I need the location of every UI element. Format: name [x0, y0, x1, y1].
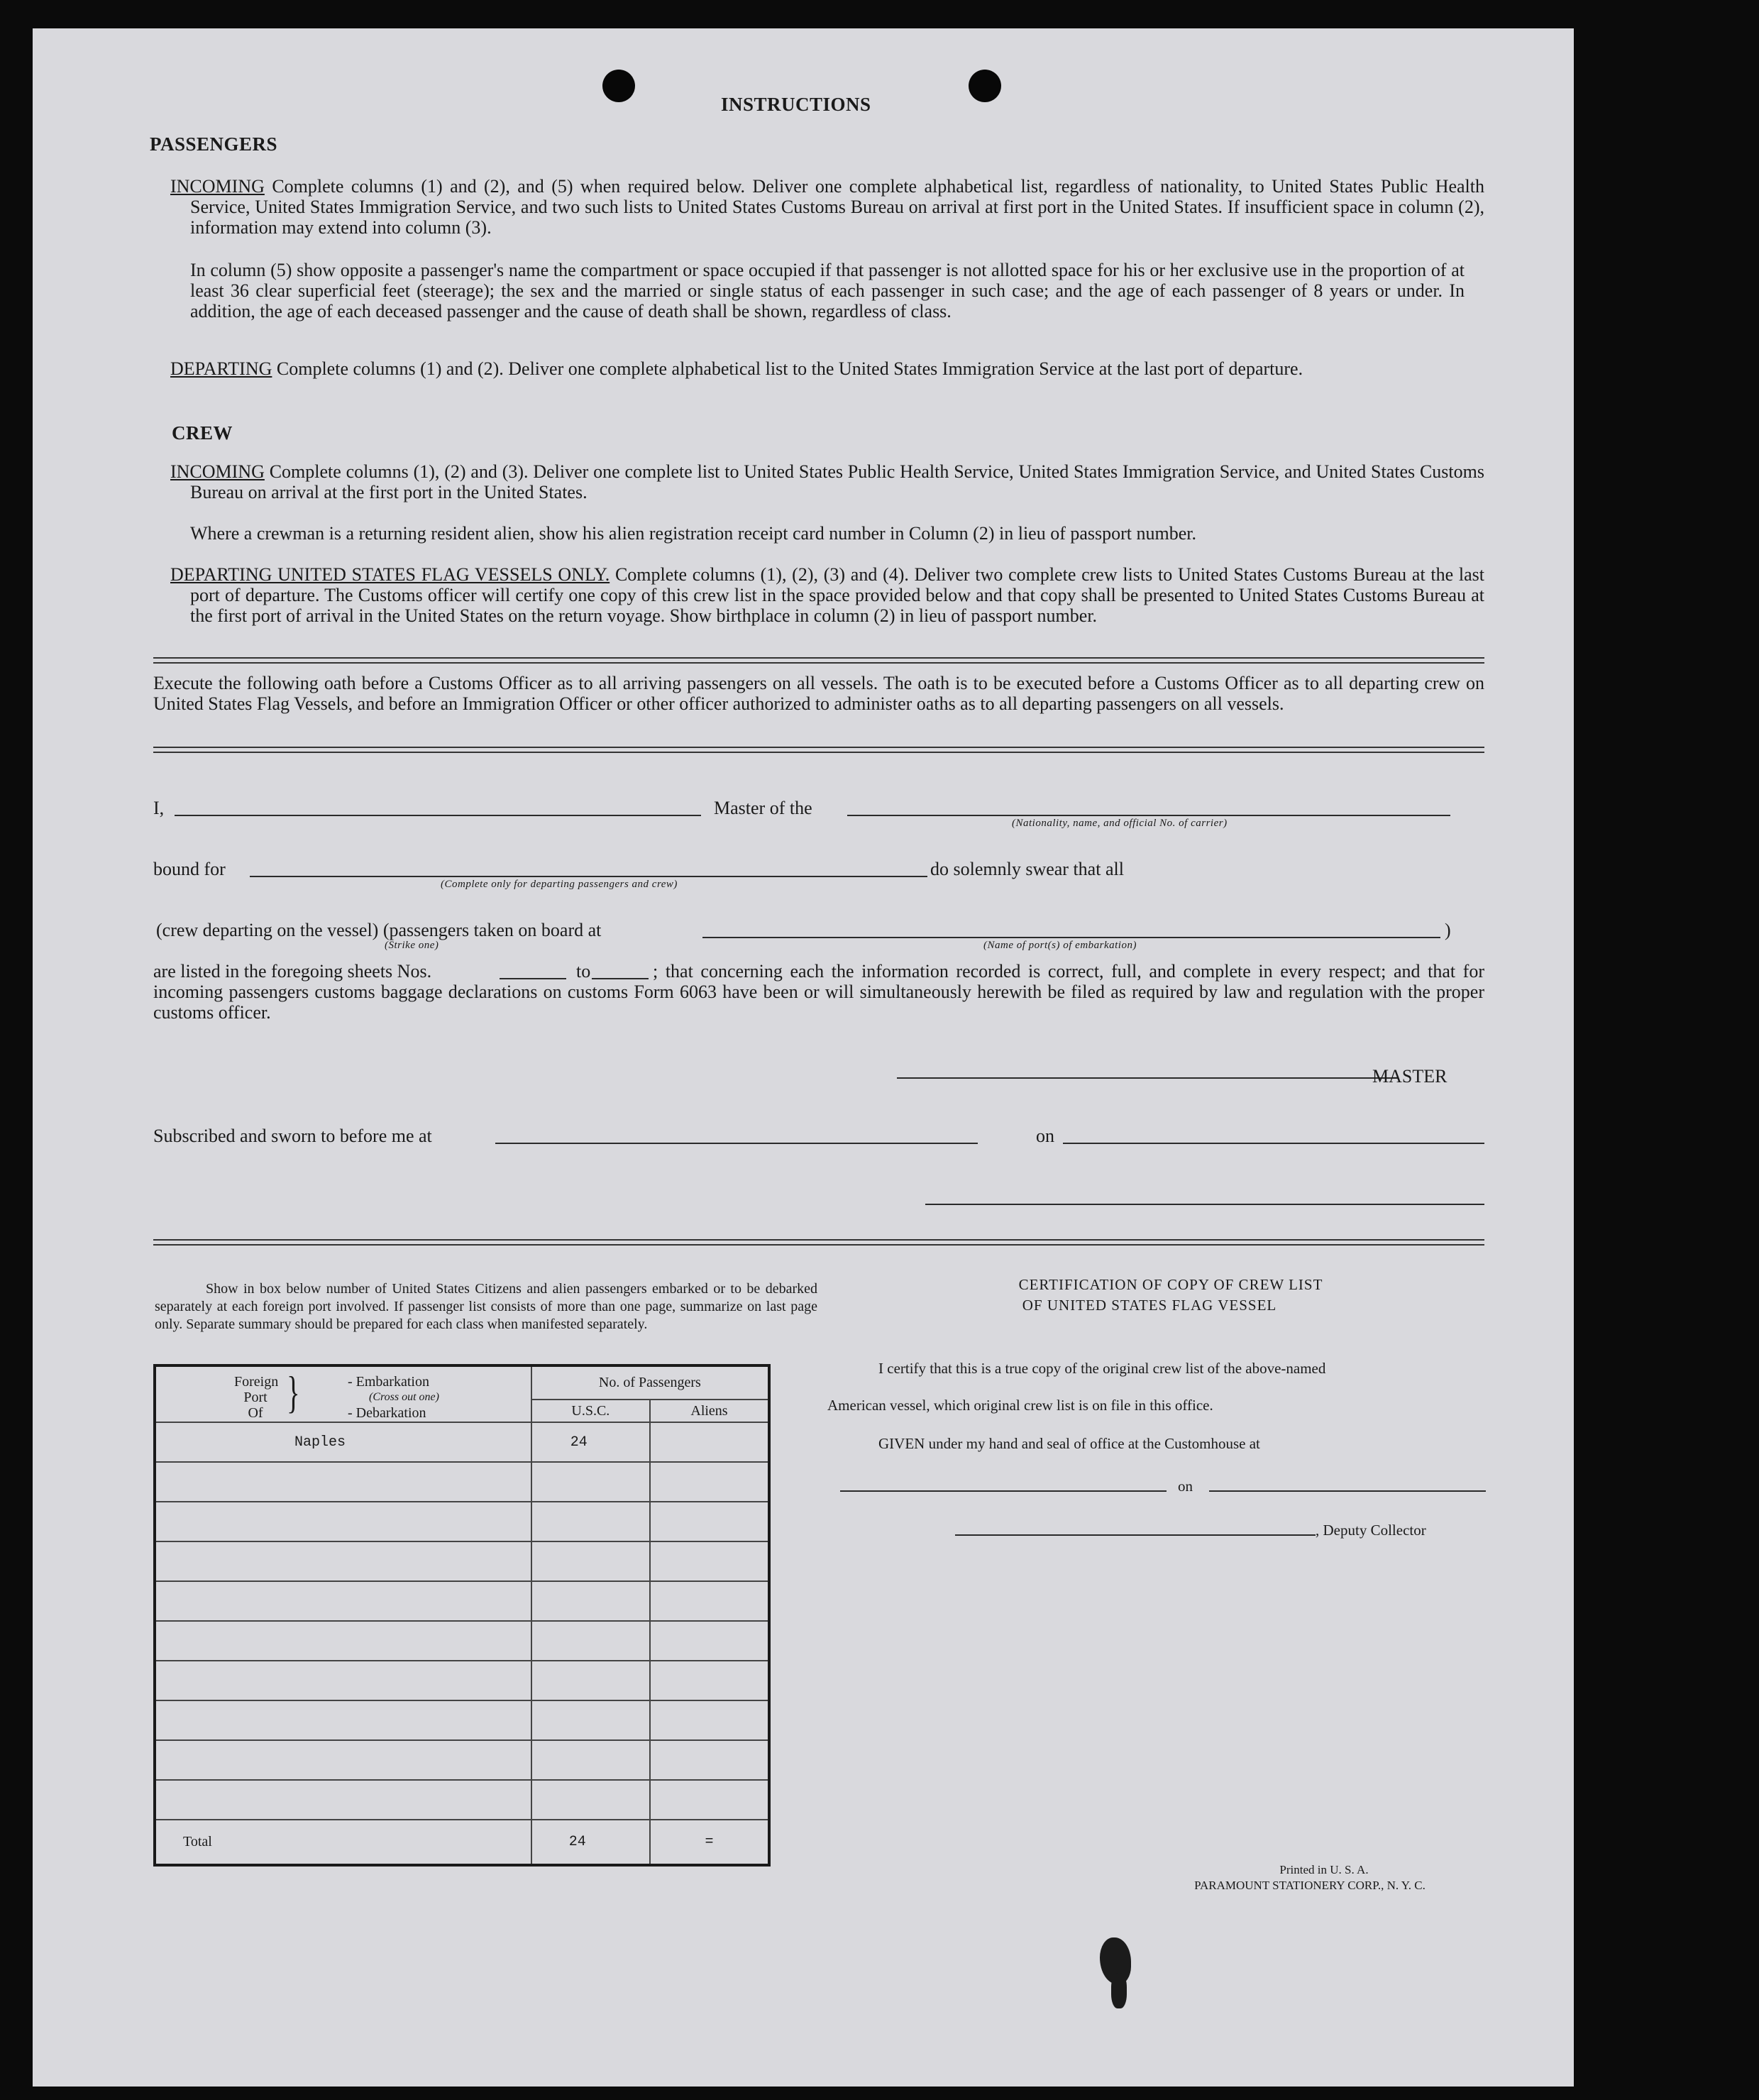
- double-rule-bottom: [153, 1239, 1484, 1246]
- departing-text: Complete columns (1) and (2). Deliver one complete alphabetical list to the United States Immigration Service at the last port of departure.: [276, 358, 1303, 379]
- no-of-passengers-header: No. of Passengers: [531, 1365, 769, 1400]
- usc-header: U.S.C.: [531, 1400, 650, 1422]
- debarkation-label: - Debarkation: [348, 1405, 426, 1421]
- certification-title-line2: OF UNITED STATES FLAG VESSEL: [1022, 1297, 1277, 1314]
- double-rule-oath: [153, 747, 1484, 753]
- row-usc[interactable]: [531, 1502, 650, 1541]
- row-aliens[interactable]: [650, 1422, 769, 1462]
- oath-i-label: I,: [153, 798, 165, 818]
- row-aliens[interactable]: [650, 1740, 769, 1780]
- departing-label: DEPARTING: [170, 358, 272, 379]
- table-row: [155, 1700, 769, 1740]
- do-solemnly-label: do solemnly swear that all: [930, 859, 1124, 879]
- row-port[interactable]: Naples: [155, 1422, 531, 1462]
- strike-one-caption: (Strike one): [385, 940, 439, 951]
- row-aliens[interactable]: [650, 1462, 769, 1502]
- table-row: [155, 1462, 769, 1502]
- sworn-on-label: on: [1036, 1126, 1054, 1146]
- row-port[interactable]: [155, 1700, 531, 1740]
- close-paren: ): [1445, 920, 1451, 940]
- punch-hole-left: [602, 70, 635, 102]
- row-port[interactable]: [155, 1661, 531, 1700]
- total-usc[interactable]: 24: [531, 1820, 650, 1865]
- row-aliens[interactable]: [650, 1621, 769, 1661]
- subscribed-label: Subscribed and sworn to before me at: [153, 1126, 432, 1146]
- nationality-caption: (Nationality, name, and official No. of carrier): [1012, 818, 1228, 829]
- row-port[interactable]: [155, 1581, 531, 1621]
- form-sheet: [33, 28, 1574, 2087]
- aliens-header: Aliens: [650, 1400, 769, 1422]
- table-row: [155, 1581, 769, 1621]
- printer-line1: Printed in U. S. A.: [1279, 1863, 1369, 1876]
- printer-line2: PARAMOUNT STATIONERY CORP., N. Y. C.: [1194, 1879, 1426, 1892]
- printer-imprint: [1125, 1862, 1523, 1893]
- punch-hole-right: [969, 70, 1001, 102]
- deputy-collector-signature-field[interactable]: [955, 1534, 1316, 1536]
- given-text: GIVEN under my hand and seal of office at the Customhouse at: [878, 1435, 1260, 1452]
- row-aliens[interactable]: [650, 1502, 769, 1541]
- row-aliens[interactable]: [650, 1700, 769, 1740]
- certification-title-line1: CERTIFICATION OF COPY OF CREW LIST: [1018, 1276, 1323, 1293]
- row-port[interactable]: [155, 1502, 531, 1541]
- table-row: [155, 1621, 769, 1661]
- passengers-departing-paragraph: [170, 358, 1484, 379]
- row-usc[interactable]: [531, 1780, 650, 1820]
- port-label: Port: [243, 1390, 268, 1405]
- brace-icon: }: [287, 1367, 300, 1417]
- of-label: Of: [248, 1405, 263, 1421]
- instructions-title: INSTRUCTIONS: [721, 94, 871, 115]
- total-label: Total: [155, 1820, 531, 1865]
- master-signature-field[interactable]: [897, 1077, 1398, 1079]
- complete-only-caption: (Complete only for departing passengers and crew): [441, 879, 678, 890]
- row-aliens[interactable]: [650, 1541, 769, 1581]
- passenger-summary-table: [153, 1364, 771, 1867]
- summary-rows: [155, 1422, 769, 1865]
- table-row: [155, 1422, 769, 1462]
- row-port[interactable]: [155, 1541, 531, 1581]
- american-vessel-text: American vessel, which original crew list is on file in this office.: [827, 1397, 1213, 1414]
- row-usc[interactable]: 24: [531, 1422, 650, 1462]
- deputy-collector-label: , Deputy Collector: [1316, 1522, 1426, 1539]
- row-port[interactable]: [155, 1780, 531, 1820]
- master-label: MASTER: [1372, 1066, 1448, 1087]
- crew-departing-paragraph: [170, 564, 1484, 626]
- sworn-at-field[interactable]: [495, 1143, 978, 1144]
- master-name-field[interactable]: [175, 815, 701, 816]
- foreign-label: Foreign: [234, 1374, 279, 1390]
- row-usc[interactable]: [531, 1700, 650, 1740]
- foreign-port-header: [155, 1365, 531, 1422]
- summary-instructions: Show in box below number of United States Citizens and alien passengers embarked or to be debarked separately at each foreign port involved. If passenger list consists of more than one page, summarize on last page only. Separate summary should be prepared for each class when manifested separately.: [155, 1281, 817, 1332]
- listed-to-label: to: [576, 961, 591, 982]
- total-aliens[interactable]: =: [650, 1820, 769, 1865]
- incoming-text: Complete columns (1) and (2), and (5) when required below. Deliver one complete alphabetical list, regardless of nationality, to United States Public Health Service, United States Immigration Service, and two such lists to United States Customs Bureau on arrival at first port in the United States. If insufficient space in column (2), information may extend into column (3).: [190, 176, 1484, 238]
- cross-out-label: (Cross out one): [369, 1391, 439, 1403]
- crew-heading: CREW: [172, 422, 233, 444]
- certification-top-rule: [925, 1204, 1484, 1205]
- listed-part1: are listed in the foregoing sheets Nos.: [153, 961, 432, 982]
- crew-departing-label: DEPARTING UNITED STATES FLAG VESSELS ONLY.: [170, 564, 610, 585]
- table-row: [155, 1661, 769, 1700]
- total-row: [155, 1820, 769, 1865]
- crew-incoming-paragraph: [170, 461, 1484, 502]
- passengers-heading: PASSENGERS: [150, 133, 278, 155]
- crew-departing-text: Complete columns (1), (2), (3) and (4). Deliver two complete crew lists to United States Customs Bureau at the last port of departure. The Customs officer will certify one copy of this crew list in the space provided below and that copy shall be presented to United States Customs Bureau at the first port of arrival in the United States on the return voyage. Show birthplace in column (2) in lieu of passport number.: [190, 564, 1485, 626]
- oath-intro: Execute the following oath before a Customs Officer as to all arriving passengers on all vessels. The oath is to be executed before a Customs Officer as to all departing crew on United States Flag Vessels, and before an Immigration Officer or other officer authorized to administer oaths as to all departing passengers on all vessels.: [153, 673, 1484, 714]
- row-aliens[interactable]: [650, 1661, 769, 1700]
- row-usc[interactable]: [531, 1661, 650, 1700]
- ports-of-embarkation-field[interactable]: [702, 937, 1440, 938]
- row-port[interactable]: [155, 1740, 531, 1780]
- master-of-the-label: Master of the: [714, 798, 812, 818]
- column5-paragraph: In column (5) show opposite a passenger's name the compartment or space occupied if that passenger is not allotted space for his or her exclusive use in the proportion of at least 36 clear superficial feet (steerage); the sex and the married or single status of each passenger in such case; and the age of each passenger of 8 years or under. In addition, the age of each deceased passenger and the cause of death shall be shown, regardless of class.: [190, 260, 1465, 321]
- certification-title: [922, 1275, 1419, 1316]
- row-usc[interactable]: [531, 1462, 650, 1502]
- crew-incoming-label: INCOMING: [170, 461, 265, 482]
- table-row: [155, 1740, 769, 1780]
- ports-caption: (Name of port(s) of embarkation): [983, 940, 1137, 951]
- row-port[interactable]: [155, 1621, 531, 1661]
- bound-for-label: bound for: [153, 859, 226, 879]
- row-port[interactable]: [155, 1462, 531, 1502]
- table-row: [155, 1780, 769, 1820]
- certification-on-label: on: [1178, 1478, 1193, 1495]
- crewman-paragraph: Where a crewman is a returning resident alien, show his alien registration receipt card number in Column (2) in lieu of passport number.: [190, 523, 1197, 544]
- crew-incoming-text: Complete columns (1), (2) and (3). Deliver one complete list to United States Public Health Service, United States Immigration Service, and United States Customs Bureau on arrival at the first port in the United States.: [190, 461, 1484, 502]
- bound-for-field[interactable]: [250, 876, 927, 877]
- row-aliens[interactable]: [650, 1780, 769, 1820]
- certification-date-field[interactable]: [1209, 1490, 1486, 1492]
- table-row: [155, 1502, 769, 1541]
- embarkation-label: - Embarkation: [348, 1374, 429, 1390]
- row-usc[interactable]: [531, 1541, 650, 1581]
- vessel-name-field[interactable]: [847, 815, 1450, 816]
- row-usc[interactable]: [531, 1621, 650, 1661]
- row-aliens[interactable]: [650, 1581, 769, 1621]
- row-usc[interactable]: [531, 1581, 650, 1621]
- table-row: [155, 1541, 769, 1581]
- listed-part2: ; that concerning each the information recorded is correct, full, and complete in every respect; and that for incoming passengers customs baggage declarations on customs Form 6063 have been or will simultaneously herewith be filed as required by law and regulation with the proper customs officer.: [153, 961, 1484, 1023]
- incoming-label: INCOMING: [170, 176, 265, 197]
- row-usc[interactable]: [531, 1740, 650, 1780]
- certify-text: I certify that this is a true copy of the original crew list of the above-named: [878, 1360, 1326, 1377]
- double-rule-top: [153, 657, 1484, 664]
- passengers-incoming-paragraph: [170, 176, 1484, 238]
- customhouse-field[interactable]: [840, 1490, 1167, 1492]
- crew-departing-label-text: (crew departing on the vessel) (passengers taken on board at: [156, 920, 602, 940]
- ink-smudge-tail: [1111, 1973, 1127, 2008]
- sworn-date-field[interactable]: [1063, 1143, 1484, 1144]
